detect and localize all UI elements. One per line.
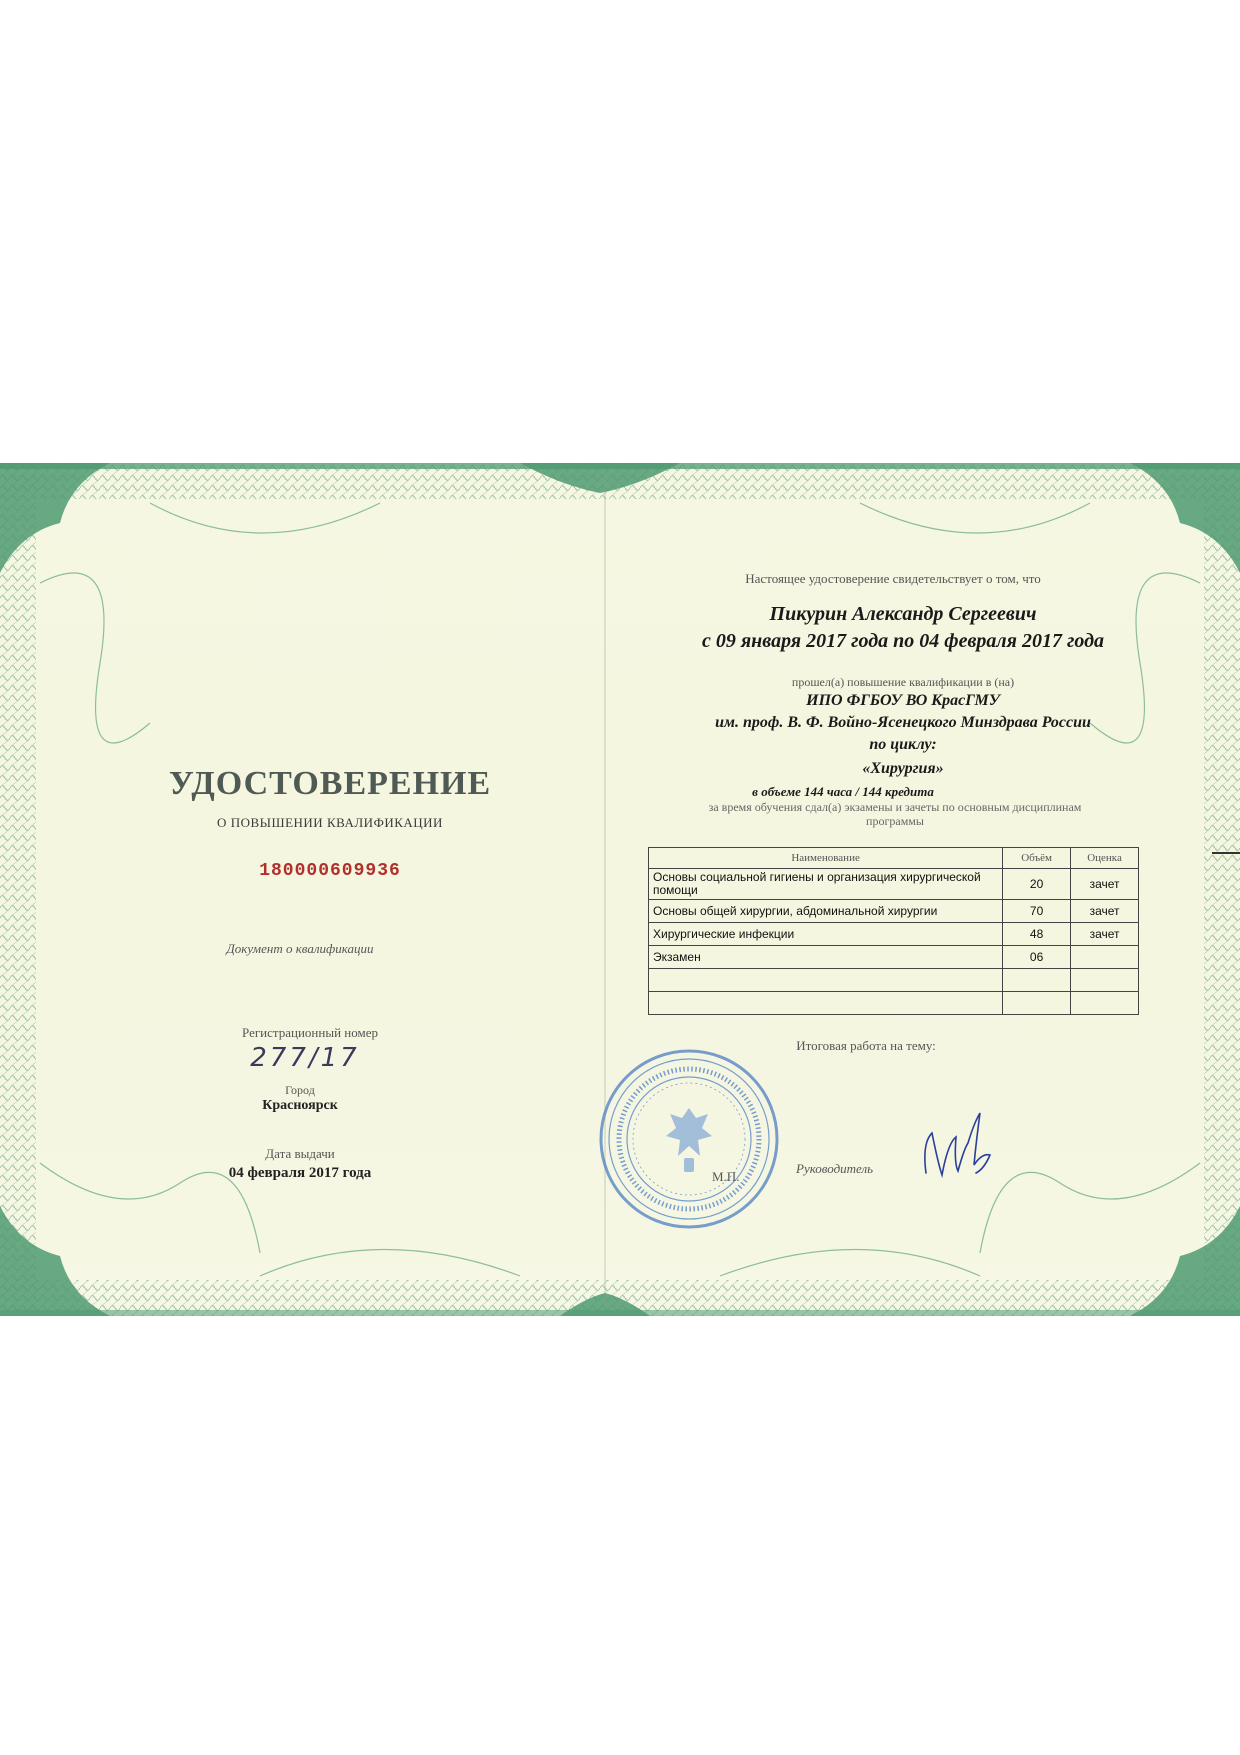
table-row xyxy=(649,900,1139,923)
header-volume: Объём xyxy=(1003,848,1071,869)
table-header-row xyxy=(649,848,1139,869)
table-row xyxy=(649,923,1139,946)
certificate-title: УДОСТОВЕРЕНИЕ xyxy=(168,765,492,802)
issue-date-value: 04 февраля 2017 года xyxy=(228,1165,372,1181)
discipline-name: Хирургические инфекции xyxy=(649,923,1003,946)
official-stamp xyxy=(598,1048,780,1230)
discipline-volume: 20 xyxy=(1003,869,1071,900)
final-work-label: Итоговая работа на тему: xyxy=(796,1038,936,1053)
header-grade: Оценка xyxy=(1071,848,1139,869)
cycle-label: по циклу: xyxy=(869,736,937,753)
discipline-volume xyxy=(1003,992,1071,1015)
discipline-grade: зачет xyxy=(1071,900,1139,923)
discipline-volume: 48 xyxy=(1003,923,1071,946)
table-row xyxy=(649,992,1139,1015)
discipline-name: Экзамен xyxy=(649,946,1003,969)
discipline-grade xyxy=(1071,992,1139,1015)
course-name: «Хирургия» xyxy=(862,760,944,777)
discipline-grade: зачет xyxy=(1071,923,1139,946)
registration-number: 277/17 xyxy=(250,1043,360,1073)
discipline-grade: зачет xyxy=(1071,869,1139,900)
holder-name: Пикурин Александр Сергеевич xyxy=(769,603,1037,625)
discipline-name: Основы общей хирургии, абдоминальной хирургии xyxy=(649,900,1003,923)
discipline-name: Основы социальной гигиены и организация хирургической помощи xyxy=(649,869,1003,900)
document-label: Документ о квалификации xyxy=(226,941,374,956)
stamp-place-label: М.П. xyxy=(712,1169,740,1184)
discipline-name xyxy=(649,992,1003,1015)
signature xyxy=(918,1103,998,1193)
institution-line1: ИПО ФГБОУ ВО КрасГМУ xyxy=(806,692,1000,709)
discipline-volume: 70 xyxy=(1003,900,1071,923)
discipline-volume xyxy=(1003,969,1071,992)
certificate-spread xyxy=(0,463,1240,1316)
exams-text-continued: программы xyxy=(866,814,924,828)
head-label: Руководитель xyxy=(796,1161,874,1176)
certificate-subtitle: О ПОВЫШЕНИИ КВАЛИФИКАЦИИ xyxy=(217,815,443,830)
discipline-grade xyxy=(1071,946,1139,969)
table-row xyxy=(649,946,1139,969)
serial-number: 180000609936 xyxy=(259,861,401,881)
discipline-volume: 06 xyxy=(1003,946,1071,969)
header-name: Наименование xyxy=(649,848,1003,869)
scan-edge-mark xyxy=(1212,852,1240,854)
issue-date-label: Дата выдачи xyxy=(265,1146,335,1161)
city-label: Город xyxy=(285,1083,315,1097)
intro-text: Настоящее удостоверение свидетельствует о том, что xyxy=(745,571,1041,586)
exams-text: за время обучения сдал(а) экзамены и зачеты по основным дисциплинам xyxy=(708,800,1082,814)
registration-label: Регистрационный номер xyxy=(242,1025,378,1040)
course-volume: в объеме 144 часа / 144 кредита xyxy=(752,784,934,799)
city-value: Красноярск xyxy=(262,1098,338,1113)
discipline-name xyxy=(649,969,1003,992)
institution-line2: им. проф. В. Ф. Войно-Ясенецкого Минздрава России xyxy=(715,714,1091,731)
table-row xyxy=(649,869,1139,900)
passed-text: прошел(а) повышение квалификации в (на) xyxy=(791,675,1015,689)
eagle-emblem-icon xyxy=(666,1108,712,1172)
disciplines-table xyxy=(648,847,1139,1015)
discipline-grade xyxy=(1071,969,1139,992)
table-row xyxy=(649,969,1139,992)
study-period: с 09 января 2017 года по 04 февраля 2017 года xyxy=(701,630,1105,652)
